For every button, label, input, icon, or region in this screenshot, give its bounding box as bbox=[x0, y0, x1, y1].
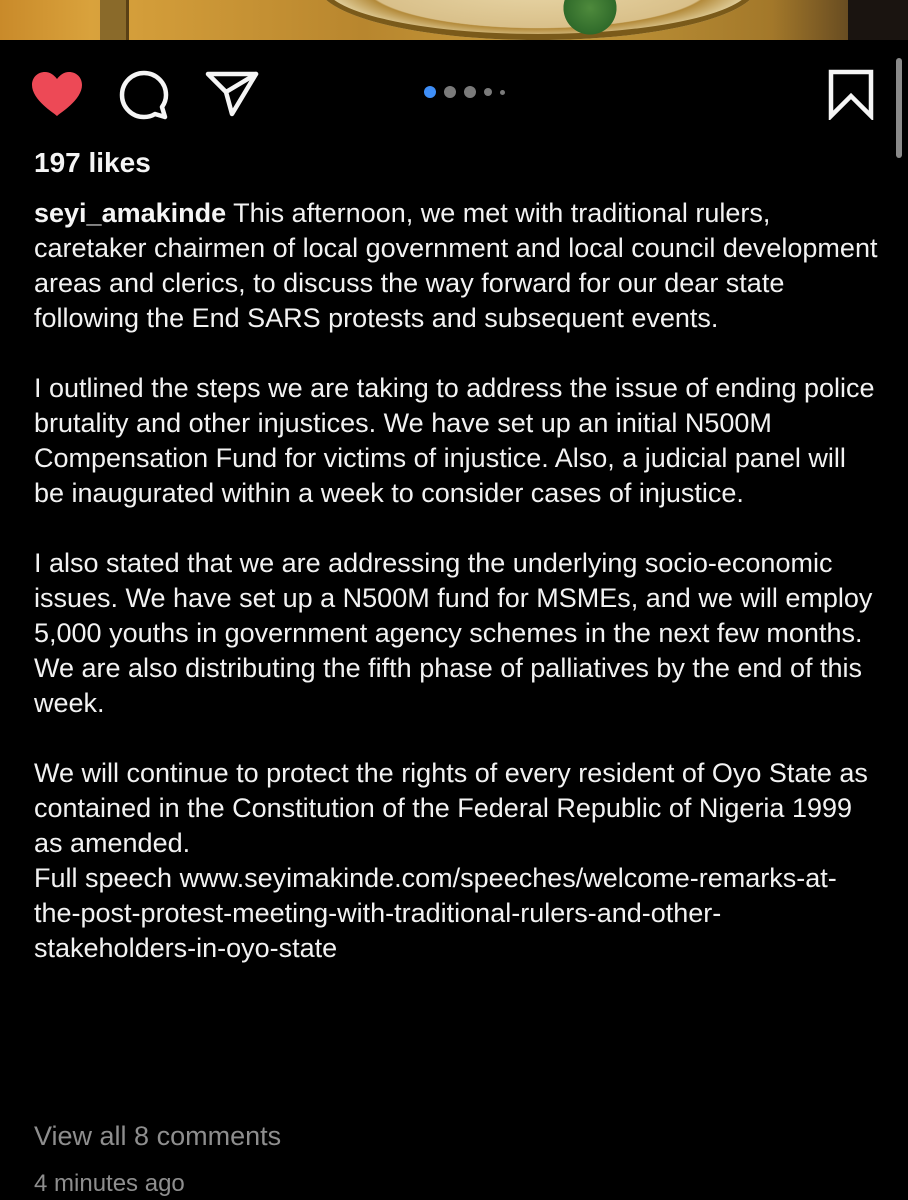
carousel-dot bbox=[500, 90, 505, 95]
caption-paragraph: I also stated that we are addressing the underlying socio-economic issues. We have set up a N500M fund for MSMEs, and we will employ 5,000 youths in government agency schemes in the next few months. We are also distributing the fifth phase of palliatives by the end of this week. bbox=[34, 548, 873, 718]
carousel-dot bbox=[444, 86, 456, 98]
caption-paragraph: I outlined the steps we are taking to address the issue of ending police brutality and other injustices. We have set up an initial N500M Compensation Fund for victims of injustice. Also, a judicial panel will be inaugurated within a week to consider cases of injustice. bbox=[34, 373, 875, 508]
post-photo-bottom-edge[interactable] bbox=[0, 0, 908, 40]
photo-seal-emblem bbox=[560, 0, 620, 40]
scrollbar[interactable] bbox=[896, 58, 902, 158]
paragraph-spacer bbox=[34, 721, 879, 756]
photo-dark-edge bbox=[848, 0, 908, 40]
bookmark-icon[interactable] bbox=[826, 68, 876, 120]
caption-text: This afternoon, we met with traditional rulers, caretaker chairmen of local government and local council development areas and clerics, to discuss the way forward for our dear state following the End SARS protests and subsequent events. bbox=[34, 198, 878, 333]
carousel-indicator bbox=[424, 86, 505, 98]
heart-icon[interactable] bbox=[30, 70, 84, 118]
paragraph-spacer bbox=[34, 511, 879, 546]
caption-username[interactable]: seyi_amakinde bbox=[34, 198, 227, 228]
caption-paragraph: We will continue to protect the rights of every resident of Oyo State as contained in the Constitution of the Federal Republic of Nigeria 1999 as amended. bbox=[34, 758, 868, 858]
post-action-bar bbox=[0, 40, 908, 150]
post-caption bbox=[34, 196, 879, 966]
carousel-dot bbox=[484, 88, 492, 96]
photo-seal bbox=[318, 0, 758, 40]
likes-count[interactable]: 197 likes bbox=[34, 147, 151, 178]
carousel-dot bbox=[464, 86, 476, 98]
paragraph-spacer bbox=[34, 336, 879, 371]
view-all-comments-link[interactable]: View all 8 comments bbox=[34, 1121, 282, 1151]
carousel-dot-active bbox=[424, 86, 436, 98]
paper-plane-icon[interactable] bbox=[204, 68, 260, 118]
caption-paragraph bbox=[34, 196, 879, 336]
comment-icon[interactable] bbox=[118, 69, 170, 121]
post-timestamp: 4 minutes ago bbox=[34, 1170, 185, 1197]
photo-detail bbox=[100, 0, 129, 40]
caption-link-line[interactable]: Full speech www.seyimakinde.com/speeches/welcome-remarks-at-the-post-protest-meeting-with-traditional-rulers-and-other-stakeholders-in-oyo-state bbox=[34, 863, 837, 963]
